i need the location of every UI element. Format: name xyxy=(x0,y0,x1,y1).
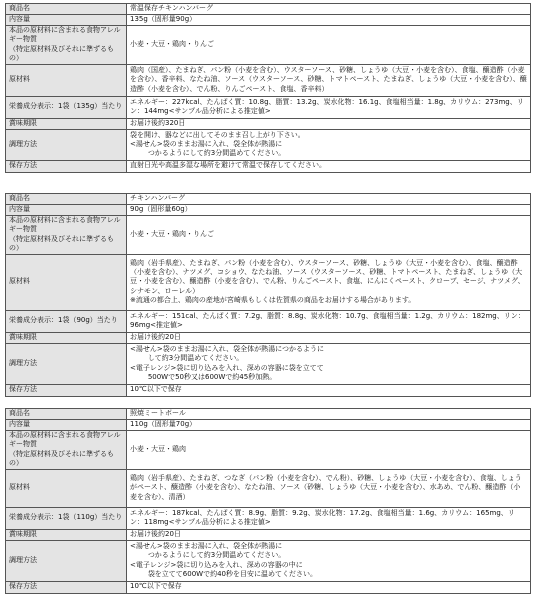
product-spec-table-1 xyxy=(5,3,531,173)
row-cooking xyxy=(6,540,531,581)
label-allergens: 本品の原材料に含まれる食物アレルギー物質 （特定原材料及びそれに準ずるもの） xyxy=(6,431,127,470)
label-cooking: 調理方法 xyxy=(6,129,127,160)
label-cooking: 調理方法 xyxy=(6,540,127,581)
value-content-amount: 110g（固形量70g） xyxy=(127,420,531,431)
value-cooking: <湯せん>袋のままお湯に入れ、袋全体が熱湯に つかるようにして約3分間温めてください。 <電子レンジ>袋に切り込みを入れ、深めの容器の中に 袋を立てて600Wで約40秒を目安に温めてください。 xyxy=(127,540,531,581)
row-nutrition xyxy=(6,310,531,332)
row-product-name xyxy=(6,194,531,205)
label-product-name: 商品名 xyxy=(6,4,127,15)
label-allergens: 本品の原材料に含まれる食物アレルギー物質 （特定原材料及びそれに準ずるもの） xyxy=(6,26,127,65)
product-spec-table-3 xyxy=(5,408,531,594)
row-product-name xyxy=(6,409,531,420)
value-cooking: <湯せん>袋のままお湯に入れ、袋全体が熱湯につかるように して約3分間温めてください。 <電子レンジ>袋に切り込みを入れ、深めの容器に袋を立てて 500Wで50秒又は600Wで約45秒加熱。 xyxy=(127,343,531,384)
value-nutrition: エネルギー：187kcal、たんぱく質：8.9g、脂質：9.2g、炭水化物：17.2g、食塩相当量：1.6g、カリウム：165mg、リン：118mg<サンプル品分析による推定値> xyxy=(127,507,531,529)
row-storage xyxy=(6,384,531,396)
label-content-amount: 内容量 xyxy=(6,420,127,431)
value-nutrition: エネルギー：227kcal、たんぱく質：10.8g、脂質：13.2g、炭水化物：16.1g、食塩相当量：1.8g、カリウム：273mg、リン：144mg<サンプル品分析による推定値> xyxy=(127,96,531,118)
label-ingredients: 原材料 xyxy=(6,254,127,310)
row-cooking xyxy=(6,343,531,384)
row-nutrition xyxy=(6,96,531,118)
value-storage: 直射日光や高温多湿な場所を避けて常温で保存してください。 xyxy=(127,160,531,172)
value-ingredients: 鶏肉（岩手県産）、たまねぎ、パン粉（小麦を含む）、ウスターソース、砂糖、しょうゆ（大豆・小麦を含む）、食塩、醸造酢（小麦を含む）、ナツメグ、コショウ、なたね油、ソース（ウスターソース、砂糖、トマトペースト、たまねぎ、しょうゆ（大豆・小麦を含む）、醸造酢（小麦を含む）、でん粉、りんごペースト、食塩、にんにくペースト、クローブ、セージ、ナツメグ、シナモン、ローレル） ※流通の都合上、鶏肉の産地が宮崎県もしくは佐賀県の商品をお届けする場合があります。 xyxy=(127,254,531,310)
row-ingredients xyxy=(6,64,531,96)
value-content-amount: 90g（固形量60g） xyxy=(127,205,531,216)
value-content-amount: 135g（固形量90g） xyxy=(127,15,531,26)
label-ingredients: 原材料 xyxy=(6,469,127,507)
value-expiry: お届け後約20日 xyxy=(127,529,531,540)
value-ingredients: 鶏肉（岩手県産）、たまねぎ、つなぎ（パン粉（小麦を含む）、でん粉）、砂糖、しょうゆ（大豆・小麦を含む）、食塩、しょうがペースト、醸造酢（小麦を含む）、なたね油、ソース（砂糖、しょうゆ（大豆・小麦を含む）、水あめ、でん粉、醸造酢（小麦を含む）、清酒） xyxy=(127,469,531,507)
row-expiry xyxy=(6,118,531,129)
row-nutrition xyxy=(6,507,531,529)
row-ingredients xyxy=(6,254,531,310)
label-nutrition: 栄養成分表示：1袋（135g）当たり xyxy=(6,96,127,118)
row-cooking xyxy=(6,129,531,160)
label-product-name: 商品名 xyxy=(6,194,127,205)
label-expiry: 賞味期限 xyxy=(6,332,127,343)
label-storage: 保存方法 xyxy=(6,160,127,172)
row-expiry xyxy=(6,529,531,540)
label-allergens: 本品の原材料に含まれる食物アレルギー物質 （特定原材料及びそれに準ずるもの） xyxy=(6,216,127,255)
row-storage xyxy=(6,160,531,172)
value-product-name: 照焼ミートボール xyxy=(127,409,531,420)
row-product-name xyxy=(6,4,531,15)
row-allergens xyxy=(6,431,531,470)
label-expiry: 賞味期限 xyxy=(6,118,127,129)
label-content-amount: 内容量 xyxy=(6,205,127,216)
row-content-amount xyxy=(6,420,531,431)
label-cooking: 調理方法 xyxy=(6,343,127,384)
value-allergens: 小麦・大豆・鶏肉・りんご xyxy=(127,216,531,255)
value-expiry: お届け後約20日 xyxy=(127,332,531,343)
product-spec-table-2 xyxy=(5,193,531,397)
value-storage: 10℃以下で保存 xyxy=(127,384,531,396)
value-allergens: 小麦・大豆・鶏肉 xyxy=(127,431,531,470)
row-content-amount xyxy=(6,205,531,216)
label-expiry: 賞味期限 xyxy=(6,529,127,540)
label-product-name: 商品名 xyxy=(6,409,127,420)
label-ingredients: 原材料 xyxy=(6,64,127,96)
value-expiry: お届け後約320日 xyxy=(127,118,531,129)
value-ingredients: 鶏肉（国産）、たまねぎ、パン粉（小麦を含む）、ウスターソース、砂糖、しょうゆ（大豆・小麦を含む）、食塩、醸造酢（小麦を含む）、香辛料、なたね油、ソース（ウスターソース、砂糖、トマトペースト、たまねぎ、しょうゆ（大豆・小麦を含む）、醸造酢（小麦を含む）、でん粉、りんごペースト、食塩、香辛料） xyxy=(127,64,531,96)
row-allergens xyxy=(6,216,531,255)
value-storage: 10℃以下で保存 xyxy=(127,581,531,593)
value-cooking: 袋を開け、器などに出してそのまま召し上がり下さい。 <湯せん>袋のままお湯に入れ、袋全体が熱湯に つかるようにして約3分間温めてください。 xyxy=(127,129,531,160)
label-nutrition: 栄養成分表示：1袋（90g）当たり xyxy=(6,310,127,332)
row-allergens xyxy=(6,26,531,65)
label-storage: 保存方法 xyxy=(6,581,127,593)
value-allergens: 小麦・大豆・鶏肉・りんご xyxy=(127,26,531,65)
value-product-name: 常温保存チキンハンバーグ xyxy=(127,4,531,15)
label-nutrition: 栄養成分表示：1袋（110g）当たり xyxy=(6,507,127,529)
value-nutrition: エネルギー：151cal、たんぱく質：7.2g、脂質：8.8g、炭水化物：10.7g、食塩相当量：1.2g、カリウム：182mg、リン：96mg<推定値> xyxy=(127,310,531,332)
row-storage xyxy=(6,581,531,593)
row-content-amount xyxy=(6,15,531,26)
row-expiry xyxy=(6,332,531,343)
row-ingredients xyxy=(6,469,531,507)
value-product-name: チキンハンバーグ xyxy=(127,194,531,205)
label-content-amount: 内容量 xyxy=(6,15,127,26)
label-storage: 保存方法 xyxy=(6,384,127,396)
